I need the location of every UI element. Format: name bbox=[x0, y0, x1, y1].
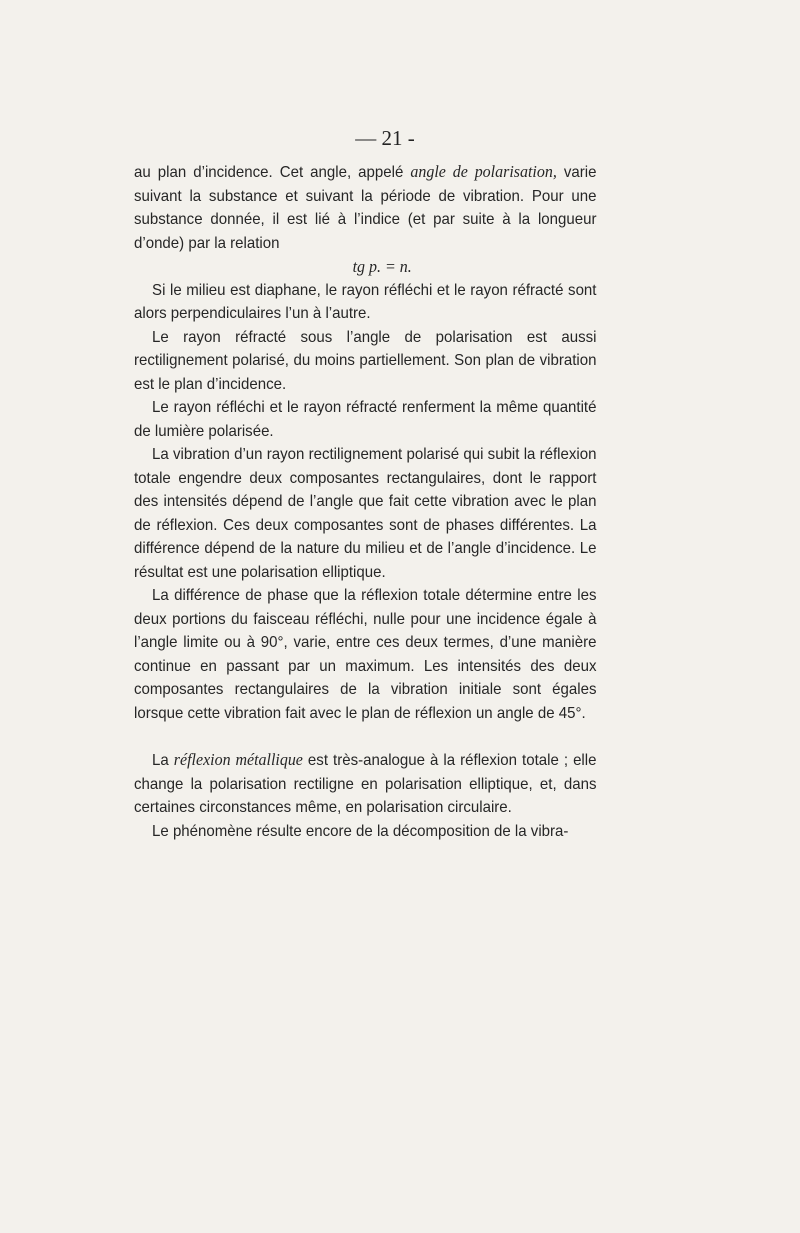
paragraph-polarisation-angle bbox=[134, 160, 596, 255]
paragraph-difference-phase: La différence de phase que la réflexion totale détermine entre les deux portions du faisceau réfléchi, nulle pour une incidence égale à l’angle limite ou à 90°, varie, entre ces deux termes, d’une manière continue en passant par un maximum. Les intensités des deux composantes rectangulaires de la vibration initiale sont égales lorsque cette vibration fait avec le plan de réflexion un angle de 45°. bbox=[134, 587, 597, 722]
reflexion-metallique-term: réflexion métallique bbox=[173, 750, 303, 769]
paragraph-reflexion-metallique bbox=[134, 748, 596, 820]
paragraph-polarisation-angle-text-after: varie suivant la substance et suivant la période de vibration. Pour une substance donnée, il est lié à l’indice (et par suite à la longueur d’onde) par la relation bbox=[134, 164, 597, 252]
paragraph-reflexion-metallique-text-after: est très-analogue à la réflexion totale ; elle change la polarisation rectiligne en polarisation elliptique, et, dans certaines circonstances même, en polarisation circulaire. bbox=[134, 752, 597, 816]
paragraph-polarisation-angle-text-before: au plan d’incidence. Cet angle, appelé bbox=[134, 164, 411, 181]
paragraph-reflexion-totale: La vibration d’un rayon rectilignement polarisé qui subit la réflexion totale engendre deux composantes rectangulaires, dont le rapport des intensités dépend de l’angle que fait cette vibration avec le plan de réflexion. Ces deux composantes sont de phases différentes. La différence dépend de la nature du milieu et de l’angle d’incidence. Le résultat est une polarisation elliptique. bbox=[134, 446, 597, 581]
body-text bbox=[134, 160, 596, 843]
paragraph-reflexion-metallique-text-before: La bbox=[152, 752, 174, 769]
formula-brewster: tg p. = n. bbox=[352, 257, 412, 276]
paragraph-phenomene: Le phénomène résulte encore de la décomposition de la vibra- bbox=[152, 822, 569, 840]
page-number: — 21 - bbox=[355, 126, 415, 150]
paragraph-quantite-lumiere: Le rayon réfléchi et le rayon réfracté renferment la même quantité de lumière polarisée. bbox=[134, 399, 597, 440]
paragraph-rayon-refracte: Le rayon réfracté sous l’angle de polarisation est aussi rectilignement polarisé, du moins partiellement. Son plan de vibration est le plan d’incidence. bbox=[134, 328, 597, 393]
angle-de-polarisation-term: angle de polarisation, bbox=[410, 162, 557, 181]
paragraph-diaphane: Si le milieu est diaphane, le rayon réfléchi et le rayon réfracté sont alors perpendiculaires l’un à l’autre. bbox=[134, 281, 597, 322]
